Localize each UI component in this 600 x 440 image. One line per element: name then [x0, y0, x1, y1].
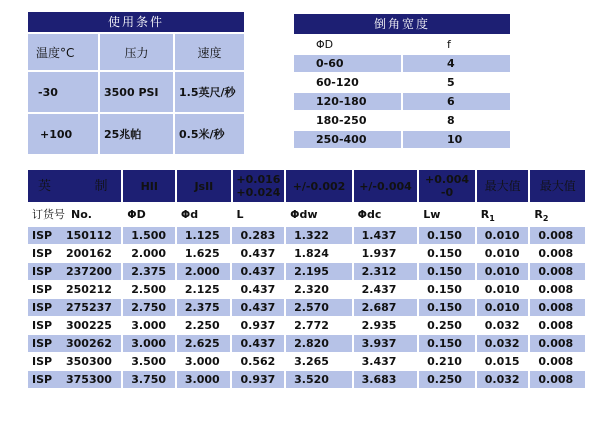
inner-diameter-value: 1.625 — [177, 245, 231, 262]
r1-sub: 1 — [489, 214, 495, 224]
dw-value: 2.772 — [286, 317, 352, 334]
order-number: 200162 — [66, 247, 112, 260]
table-row — [28, 353, 585, 370]
order-number-cell — [28, 371, 121, 388]
inner-diameter-value: 2.000 — [177, 263, 231, 280]
r2-base: R — [534, 208, 543, 221]
outer-diameter-value: 3.000 — [123, 317, 175, 334]
dimensions-table — [28, 170, 585, 389]
dc-value: 2.687 — [354, 299, 418, 316]
dc-value: 3.437 — [354, 353, 418, 370]
order-number-cell — [28, 353, 121, 370]
r2-value: 0.008 — [530, 227, 585, 244]
dc-value: 1.937 — [354, 245, 418, 262]
r1-value: 0.032 — [477, 371, 529, 388]
pressure-value: 25兆帕 — [100, 114, 173, 154]
series-prefix: ISP — [32, 283, 53, 296]
tolerance-l-lower: +0.024 — [236, 186, 281, 199]
lw-header: Lw — [419, 204, 475, 226]
r1-base: R — [480, 208, 490, 221]
r2-value: 0.008 — [530, 299, 585, 316]
r1-value: 0.032 — [477, 317, 529, 334]
series-prefix: ISP — [32, 247, 53, 260]
order-number: 375300 — [66, 373, 112, 386]
length-value: 0.437 — [232, 281, 284, 298]
dw-value: 3.265 — [286, 353, 352, 370]
chamfer-d-value: 180-250 — [316, 114, 367, 127]
speed-value: 0.5米/秒 — [175, 114, 244, 154]
outer-diameter-header: ΦD — [123, 204, 175, 226]
r1-value: 0.010 — [477, 263, 529, 280]
dimensions-subheader-row — [28, 204, 585, 226]
table-row — [28, 227, 585, 244]
dimensions-rows — [28, 227, 585, 388]
dc-value: 3.937 — [354, 335, 418, 352]
outer-diameter-value: 2.000 — [123, 245, 175, 262]
r2-value: 0.008 — [530, 263, 585, 280]
length-value: 0.437 — [232, 335, 284, 352]
temperature-value: +100 — [28, 114, 98, 154]
r2-sub: 2 — [542, 214, 549, 224]
tolerance-dw-header: +/-0.002 — [286, 170, 352, 202]
pressure-value: 3500 PSI — [100, 72, 173, 112]
dw-header: Φdw — [286, 204, 352, 226]
length-value: 0.562 — [232, 353, 284, 370]
chamfer-row — [294, 131, 510, 148]
inner-diameter-value: 2.625 — [177, 335, 231, 352]
order-number: 350300 — [66, 355, 112, 368]
lw-value: 0.150 — [419, 281, 475, 298]
chamfer-title: 倒角宽度 — [294, 14, 510, 34]
series-prefix: ISP — [32, 355, 53, 368]
table-row — [28, 299, 585, 316]
r1-header — [477, 204, 529, 226]
chamfer-f-header: f — [447, 38, 451, 51]
dc-header: Φdc — [354, 204, 418, 226]
r1-value: 0.032 — [477, 335, 529, 352]
chamfer-header-row — [294, 36, 510, 53]
chamfer-row — [294, 93, 510, 110]
series-prefix: ISP — [32, 301, 53, 314]
order-number: 150112 — [66, 229, 112, 242]
speed-header: 速度 — [175, 34, 244, 70]
order-number-cell — [28, 227, 121, 244]
r1-value: 0.010 — [477, 227, 529, 244]
table-row — [28, 335, 585, 352]
operating-conditions-table — [28, 12, 244, 154]
tolerance-lw-header — [419, 170, 475, 202]
table-row — [28, 317, 585, 334]
chamfer-f-value: 10 — [403, 131, 510, 148]
order-number: 250212 — [66, 283, 112, 296]
inner-diameter-value: 2.125 — [177, 281, 231, 298]
r2-value: 0.008 — [530, 335, 585, 352]
lw-value: 0.210 — [419, 353, 475, 370]
order-number-cell — [28, 317, 121, 334]
chamfer-d-value: 250-400 — [294, 131, 401, 148]
tolerance-l-upper: +0.016 — [236, 173, 281, 186]
lw-value: 0.250 — [419, 371, 475, 388]
tolerance-lw-upper: +0.004 — [425, 173, 470, 186]
r2-value: 0.008 — [530, 245, 585, 262]
order-number: 300225 — [66, 319, 112, 332]
imperial-label-left: 英 — [38, 178, 52, 194]
inner-diameter-value: 3.000 — [177, 371, 231, 388]
outer-diameter-value: 3.000 — [123, 335, 175, 352]
chamfer-d-value: 0-60 — [294, 55, 401, 72]
pressure-header: 压力 — [100, 34, 173, 70]
r1-value: 0.010 — [477, 245, 529, 262]
conditions-title: 使用条件 — [28, 12, 244, 32]
tolerance-dc-header: +/-0.004 — [354, 170, 418, 202]
table-row — [28, 263, 585, 280]
order-number-cell — [28, 245, 121, 262]
series-prefix: ISP — [32, 265, 53, 278]
outer-diameter-value: 1.500 — [123, 227, 175, 244]
dc-value: 2.437 — [354, 281, 418, 298]
chamfer-row — [294, 55, 510, 72]
chamfer-row — [294, 112, 510, 129]
speed-value: 1.5英尺/秒 — [175, 72, 244, 112]
table-row — [28, 281, 585, 298]
chamfer-width-table — [294, 14, 510, 148]
r2-value: 0.008 — [530, 317, 585, 334]
outer-diameter-value: 3.500 — [123, 353, 175, 370]
dimensions-header-row — [28, 170, 585, 202]
length-value: 0.937 — [232, 371, 284, 388]
order-number: 300262 — [66, 337, 112, 350]
r1-value: 0.010 — [477, 281, 529, 298]
dc-value: 2.935 — [354, 317, 418, 334]
r2-value: 0.008 — [530, 371, 585, 388]
length-value: 0.283 — [232, 227, 284, 244]
series-prefix: ISP — [32, 337, 53, 350]
order-number-cell — [28, 299, 121, 316]
order-number: 237200 — [66, 265, 112, 278]
chamfer-d-value: 120-180 — [294, 93, 401, 110]
dw-value: 2.570 — [286, 299, 352, 316]
outer-diameter-value: 2.750 — [123, 299, 175, 316]
outer-diameter-value: 3.750 — [123, 371, 175, 388]
lw-value: 0.150 — [419, 299, 475, 316]
chamfer-d-header: ΦD — [316, 38, 334, 51]
tolerance-jsii-header: JsII — [177, 170, 231, 202]
tolerance-lw-lower: -0 — [440, 186, 454, 199]
length-header: L — [233, 204, 285, 226]
table-row — [28, 371, 585, 388]
tolerance-hii-header: HII — [123, 170, 175, 202]
outer-diameter-value: 2.500 — [123, 281, 175, 298]
dw-value: 2.195 — [286, 263, 352, 280]
inner-diameter-value: 2.250 — [177, 317, 231, 334]
lw-value: 0.150 — [419, 263, 475, 280]
dw-value: 1.824 — [286, 245, 352, 262]
inner-diameter-value: 1.125 — [177, 227, 231, 244]
chamfer-f-value: 4 — [403, 55, 510, 72]
imperial-header — [28, 170, 121, 202]
dc-value: 1.437 — [354, 227, 418, 244]
dw-value: 1.322 — [286, 227, 352, 244]
order-no-label: No. — [71, 208, 92, 221]
lw-value: 0.150 — [419, 227, 475, 244]
inner-diameter-value: 2.375 — [177, 299, 231, 316]
tolerance-l-header — [233, 170, 285, 202]
temperature-header: 温度°C — [28, 34, 98, 70]
dw-value: 3.520 — [286, 371, 352, 388]
dw-value: 2.320 — [286, 281, 352, 298]
dc-value: 3.683 — [354, 371, 418, 388]
inner-diameter-value: 3.000 — [177, 353, 231, 370]
conditions-header-row — [28, 34, 244, 70]
chamfer-f-value: 6 — [403, 93, 510, 110]
r1-max-header: 最大值 — [477, 170, 529, 202]
r2-value: 0.008 — [530, 281, 585, 298]
lw-value: 0.150 — [419, 245, 475, 262]
r1-value: 0.010 — [477, 299, 529, 316]
chamfer-row — [294, 74, 510, 91]
series-prefix: ISP — [32, 373, 53, 386]
order-number-cell — [28, 281, 121, 298]
r2-value: 0.008 — [530, 353, 585, 370]
dc-value: 2.312 — [354, 263, 418, 280]
order-number-header — [28, 204, 121, 226]
series-prefix: ISP — [32, 229, 53, 242]
lw-value: 0.250 — [419, 317, 475, 334]
lw-value: 0.150 — [419, 335, 475, 352]
conditions-row — [28, 114, 244, 154]
r2-header — [530, 204, 585, 226]
imperial-label-right: 制 — [94, 178, 108, 194]
conditions-row — [28, 72, 244, 112]
chamfer-f-value: 8 — [447, 114, 455, 127]
r2-max-header: 最大值 — [530, 170, 585, 202]
length-value: 0.437 — [232, 245, 284, 262]
outer-diameter-value: 2.375 — [123, 263, 175, 280]
temperature-value: -30 — [28, 72, 98, 112]
inner-diameter-header: Φd — [177, 204, 231, 226]
length-value: 0.437 — [232, 263, 284, 280]
length-value: 0.437 — [232, 299, 284, 316]
length-value: 0.937 — [232, 317, 284, 334]
chamfer-d-value: 60-120 — [316, 76, 359, 89]
order-number-label: 订货号 — [32, 208, 65, 221]
order-number: 275237 — [66, 301, 112, 314]
table-row — [28, 245, 585, 262]
order-number-cell — [28, 263, 121, 280]
chamfer-f-value: 5 — [447, 76, 455, 89]
order-number-cell — [28, 335, 121, 352]
r1-value: 0.015 — [477, 353, 529, 370]
series-prefix: ISP — [32, 319, 53, 332]
dw-value: 2.820 — [286, 335, 352, 352]
